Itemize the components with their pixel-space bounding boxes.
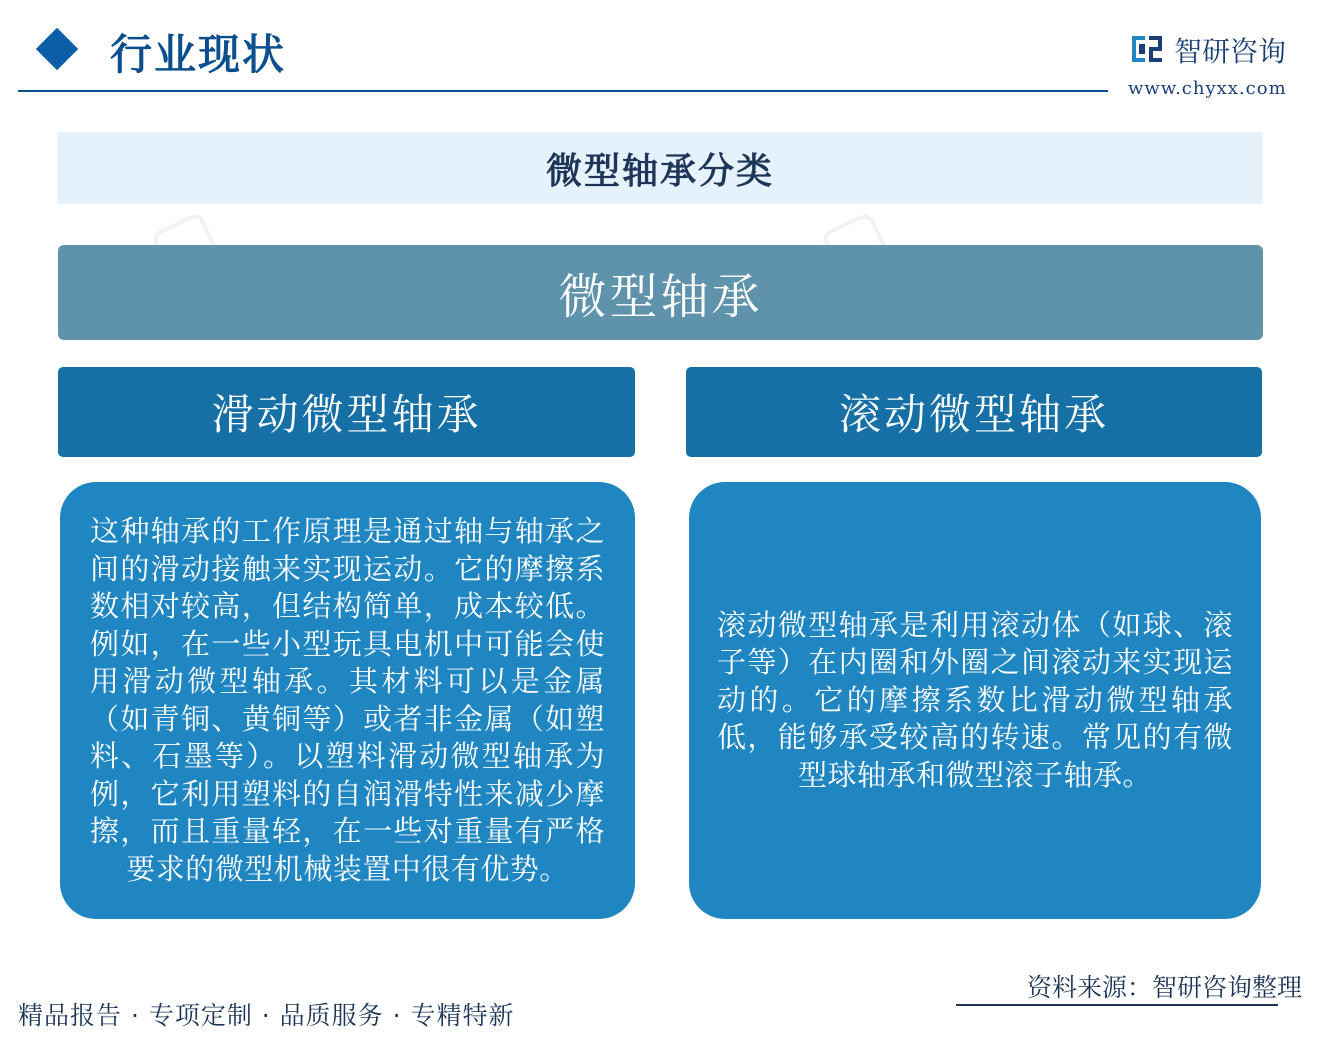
watermark: ▢ (805, 189, 903, 295)
root-node (58, 245, 1263, 340)
logo-url: www.chyxx.com (1128, 78, 1287, 99)
root-node-label: 微型轴承 (558, 269, 763, 325)
diagram-subtitle: 微型轴承分类 (545, 150, 774, 192)
category-node-rolling (686, 367, 1262, 457)
header-diamond-icon (36, 28, 78, 70)
logo-icon (1130, 32, 1164, 66)
page-title: 行业现状 (110, 30, 287, 79)
footer-tagline: 精品报告 · 专项定制 · 品质服务 · 专精特新 (18, 1001, 515, 1030)
description-text-rolling: 滚动微型轴承是利用滚动体（如球、滚子等）在内圈和外圈之间滚动来实现运动的。它的摩擦系数比滑动微型轴承低，能够承受较高的转速。常见的有微型球轴承和微型滚子轴承。 (717, 607, 1233, 792)
description-box-rolling (689, 482, 1261, 919)
description-text-sliding: 这种轴承的工作原理是通过轴与轴承之间的滑动接触来实现运动。它的摩擦系数相对较高，但结构简单，成本较低。例如，在一些小型玩具电机中可能会使用滑动微型轴承。其材料可以是金属（如青铜、黄铜等）或者非金属（如塑料、石墨等）。以塑料滑动微型轴承为例，它利用塑料的自润滑特性来减少摩擦，而且重量轻，在一些对重量有严格要求的微型机械装置中很有优势。 (90, 514, 605, 886)
subtitle-band (57, 132, 1263, 204)
logo-name: 智研咨询 (1174, 35, 1287, 68)
source-note: 资料来源：智研咨询整理 (1026, 973, 1302, 1002)
category-node-sliding (58, 367, 635, 457)
source-underline (956, 1004, 1278, 1006)
description-box-sliding (60, 482, 635, 919)
category-label-sliding: 滑动微型轴承 (211, 390, 482, 439)
watermark: ▢ (135, 189, 233, 295)
category-label-rolling: 滚动微型轴承 (838, 390, 1109, 439)
header-divider (18, 90, 1108, 92)
